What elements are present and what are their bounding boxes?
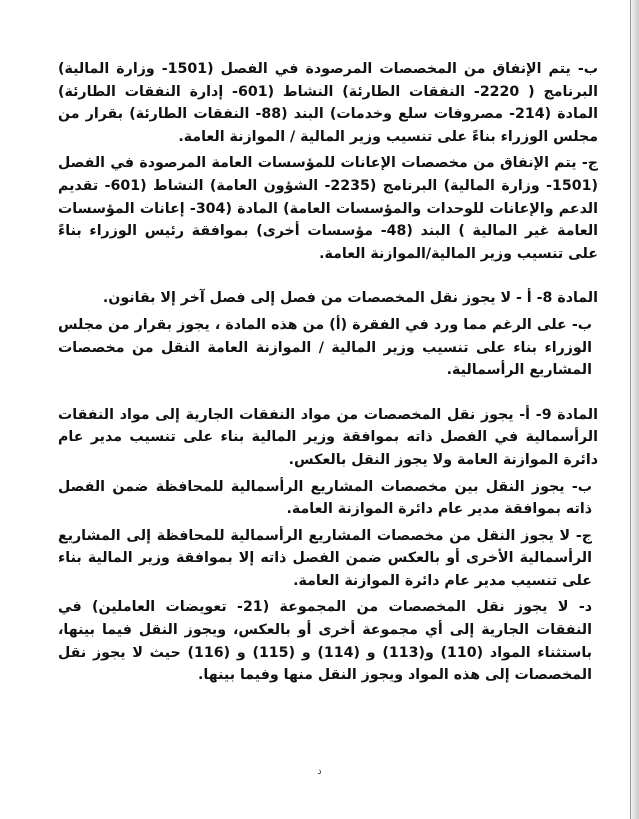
paragraph-j-expenditure-subsidies: ج- يتم الإنفاق من مخصصات الإعانات للمؤسسات العامة المرصودة في الفصل (1501- وزارة المالية) البرنامج (2235- الشؤون العامة) النشاط (601- تقديم الدعم والإعانات للوحدات والمؤسسات العامة) المادة (304- إعانات المؤسسات العامة غير المالية ) البند (48- مؤسسات أخرى) بموافقة رئيس الوزراء بناءً على تنسيب وزير المالية/الموازنة العامة. <box>58 155 599 262</box>
article-9-clause-b: ب- يجوز النقل بين مخصصات المشاريع الرأسمالية للمحافظة ضمن الفصل ذاته بموافقة مدير عام دائرة الموازنة العامة. <box>58 478 592 518</box>
article-8-clause-a: المادة 8- أ - لا يجوز نقل المخصصات من فصل إلى فصل آخر إلا بقانون. <box>102 290 598 307</box>
page-edge-shadow <box>630 0 639 819</box>
article-9-clause-j: ج- لا يجوز النقل من مخصصات المشاريع الرأسمالية للمحافظة إلى المشاريع الرأسمالية الأخرى أو بالعكس ضمن الفصل ذاته إلا بموافقة وزير المالية بناء على تنسيب مدير عام دائرة الموازنة العامة. <box>58 527 592 589</box>
article-9-clause-d: د- لا يجوز نقل المخصصات من المجموعة (21- تعويضات العاملين) في النفقات الجارية إلى أي مجموعة أخرى أو بالعكس، ويجوز النقل فيما بينها، باستثناء المواد (110) و(113) و (114) و (115) و (116) حيث لا يجوز نقل المخصصات إلى هذه المواد ويجوز النقل منها وفيما بينها. <box>58 599 592 684</box>
paragraph-b-expenditure-emergency: ب- يتم الإنفاق من المخصصات المرصودة في الفصل (1501- وزارة المالية) البرنامج ( 2220- النفقات الطارئة) النشاط (601- إدارة النفقات الطارئة) المادة (214- مصروفات سلع وخدمات) البند (88- النفقات الطارئة) بقرار من مجلس الوزراء بناءً على تنسيب وزير المالية / الموازنة العامة. <box>58 61 598 145</box>
document-body <box>58 58 598 691</box>
article-9-clause-a: المادة 9- أ- يجوز نقل المخصصات من مواد النفقات الجارية إلى مواد النفقات الرأسمالية في الفصل ذاته بموافقة وزير المالية بناء على تنسيب مدير عام دائرة الموازنة العامة ولا يجوز النقل بالعكس. <box>58 406 598 468</box>
article-8-clause-b: ب- على الرغم مما ورد في الفقرة (أ) من هذه المادة ، يجوز بقرار من مجلس الوزراء بناء على تنسيب وزير المالية / الموازنة العامة النقل من مخصصات المشاريع الرأسمالية. <box>58 316 592 379</box>
page-number: د <box>317 766 322 777</box>
